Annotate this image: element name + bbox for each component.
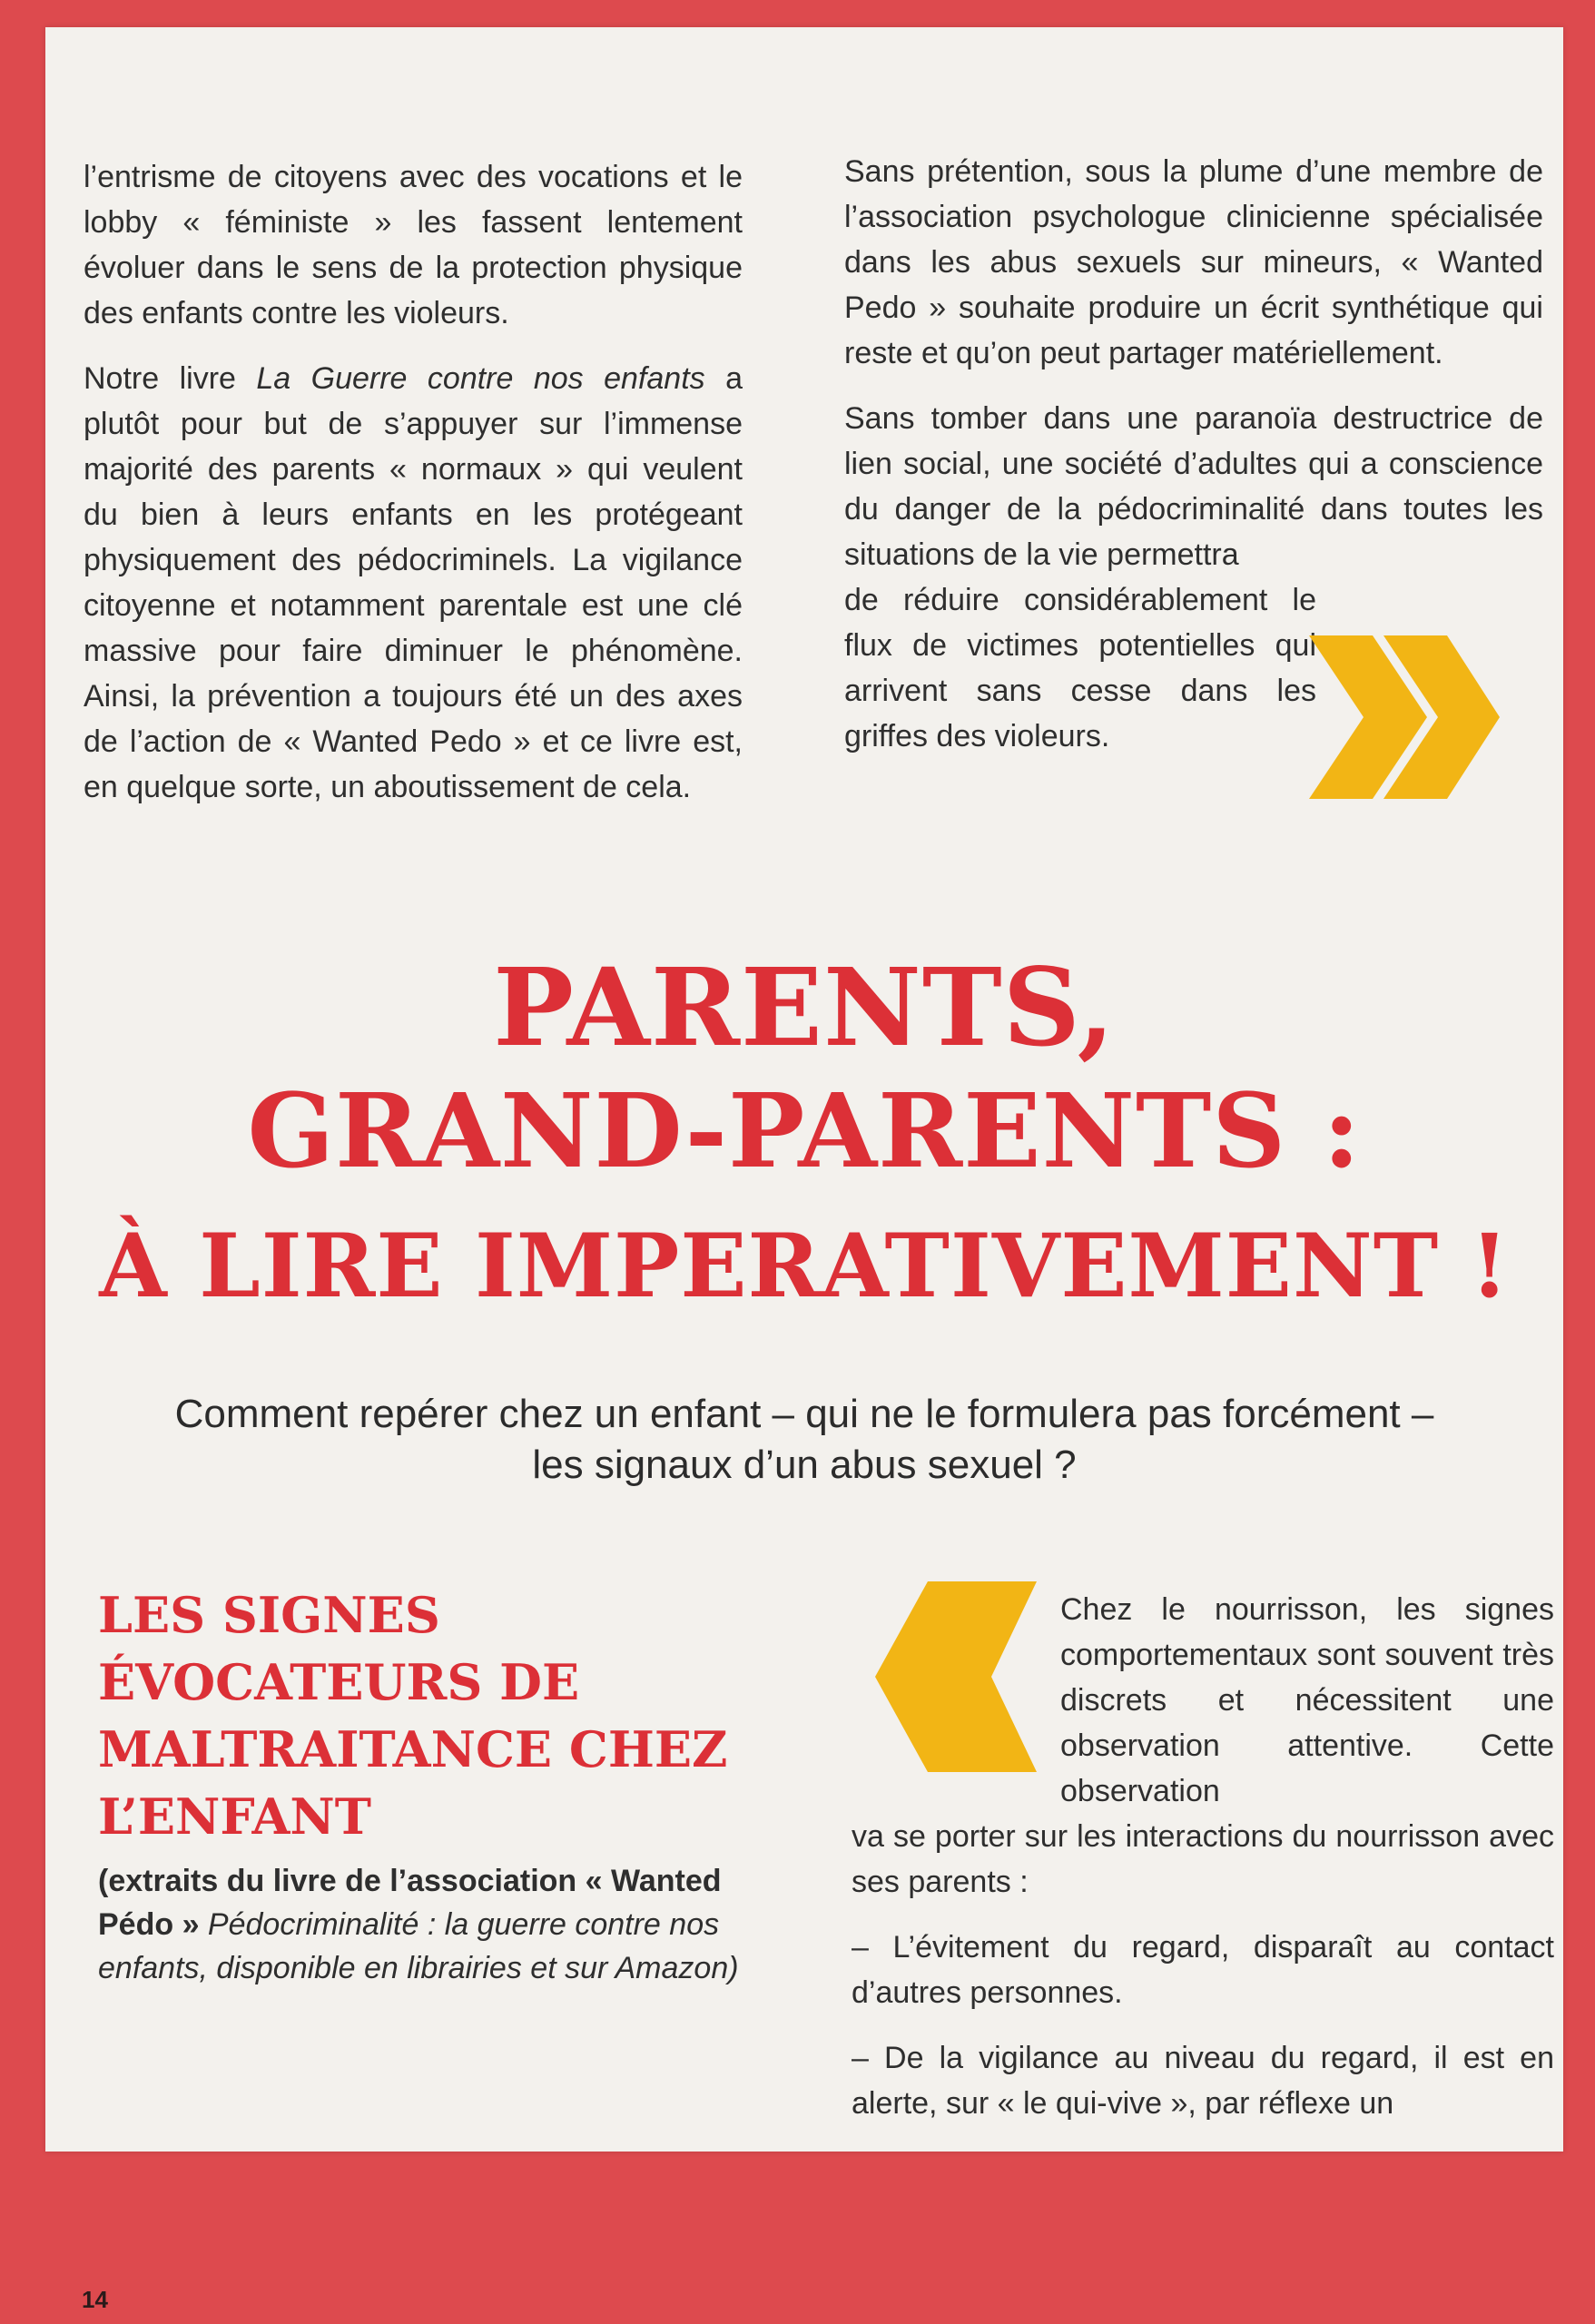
bottom-paragraph-2: – L’évitement du regard, disparaît au contact d’autres personnes. xyxy=(852,1930,1554,2010)
section-title xyxy=(98,1581,734,1850)
left-text-column xyxy=(84,154,743,830)
source-note xyxy=(98,1859,761,1990)
right-paragraph-2-wide: Sans tomber dans une paranoïa destructrice de lien social, une société d’adultes qui a conscience du danger de la pédocriminalité dans toutes les situations de la vie permettra xyxy=(844,401,1543,572)
bottom-paragraph-1-narrow: Chez le nourrisson, les signes comportementaux sont souvent très discrets et nécessitent une observation attentive. Cette observation xyxy=(1060,1592,1554,1808)
bottom-paragraph-3: – De la vigilance au niveau du regard, il est en alerte, sur « le qui-vive », par réflexe un xyxy=(852,2041,1554,2121)
subheading-line-2: les signaux d’un abus sexuel ? xyxy=(532,1443,1077,1487)
headline-line-2: GRAND-PARENTS : xyxy=(247,1072,1362,1191)
left-paragraph-2-start: Notre livre xyxy=(84,361,257,396)
bottom-right-text-column xyxy=(852,1587,1554,2146)
headline-line-3: À LIRE IMPERATIVEMENT ! xyxy=(99,1215,1510,1317)
section-title-line-3: MALTRAITANCE CHEZ xyxy=(98,1720,728,1778)
right-paragraph-1: Sans prétention, sous la plume d’une membre de l’association psychologue clinicienne spécialisée dans les abus sexuels sur mineurs, « Wanted Pedo » souhaite produire un écrit synthétique qui reste et qu’on peut partager matériellement. xyxy=(844,154,1543,370)
book-title: La Guerre contre nos enfants xyxy=(256,361,705,396)
left-paragraph-1: l’entrisme de citoyens avec des vocations et le lobby « féministe » les fassent lentement évoluer dans le sens de la protection physique des enfants contre les violeurs. xyxy=(84,160,743,330)
double-chevron-right-icon xyxy=(1309,608,1500,826)
source-note-bold: (extraits du livre de l’association « Wanted Pédo » xyxy=(98,1864,722,1942)
headline-line-1: PARENTS, xyxy=(493,944,1116,1070)
magazine-page xyxy=(45,27,1563,2152)
source-note-italic: Pédocriminalité : la guerre contre nos enfants, disponible en librairies et sur Amazon) xyxy=(98,1907,739,1985)
right-paragraph-2 xyxy=(844,396,1543,577)
section-title-line-1: LES SIGNES xyxy=(98,1586,440,1644)
bottom-paragraph-1-wide: va se porter sur les interactions du nourrisson avec ses parents : xyxy=(852,1819,1554,1899)
right-paragraph-2-narrow: de réduire considérablement le flux de victimes potentielles qui arrivent sans cesse dans les griffes des violeurs. xyxy=(844,583,1316,753)
subheading-question xyxy=(45,1389,1563,1491)
subheading-line-1: Comment repérer chez un enfant – qui ne le formulera pas forcément – xyxy=(174,1392,1434,1436)
left-paragraph-2 xyxy=(84,356,743,810)
left-paragraph-2-rest: a plutôt pour but de s’appuyer sur l’immense majorité des parents « normaux » qui veulent du bien à leurs enfants en les protégeant physiquement des pédocriminels. La vigilance citoyenne et notamment parentale est une clé massive pour faire diminuer le phénomène. Ainsi, la prévention a toujours été un des axes de l’action de « Wanted Pedo » et ce livre est, en quelque sorte, un aboutissement de cela. xyxy=(84,361,743,804)
page-number: 14 xyxy=(82,2286,108,2313)
section-title-line-4: L’ENFANT xyxy=(98,1787,371,1846)
section-title-line-2: ÉVOCATEURS DE xyxy=(98,1653,580,1711)
